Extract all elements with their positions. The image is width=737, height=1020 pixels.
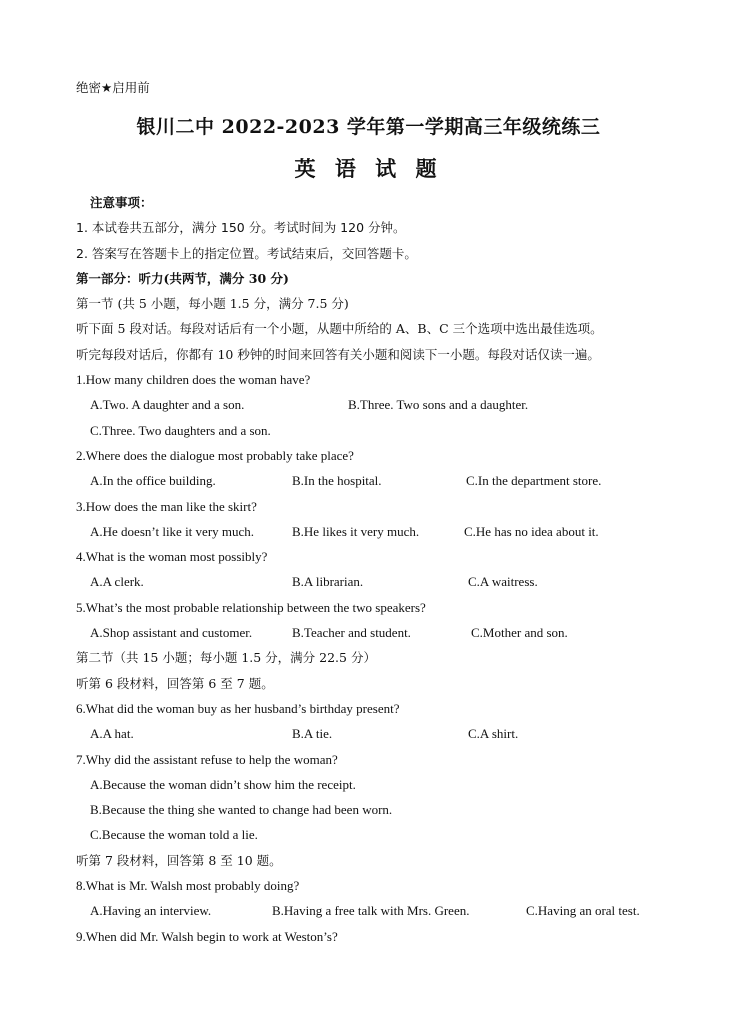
option-a: A.Because the woman didn’t show him the receipt. [90, 776, 356, 792]
option-b: B.Three. Two sons and a daughter. [348, 397, 529, 413]
option-a: A.Two. A daughter and a son. [90, 397, 245, 413]
question-stem: 9.When did Mr. Walsh begin to work at Weston’s? [76, 928, 338, 944]
part1-heading: 第一部分：听力(共两节，满分 30 分) [76, 270, 289, 286]
option-c: C.Having an oral test. [526, 903, 640, 919]
question-stem: 5.What’s the most probable relationship between the two speakers? [76, 599, 426, 615]
option-row [76, 519, 676, 544]
option-b: B.A tie. [292, 726, 333, 742]
option-a: A.Having an interview. [90, 903, 212, 919]
option-c: C.Because the woman told a lie. [90, 827, 258, 843]
notes-heading: 注意事项： [90, 195, 153, 210]
section2-heading: 第二节（共 15 小题；每小题 1.5 分，满分 22.5 分） [76, 650, 376, 666]
option-c: C.A waitress. [468, 574, 538, 590]
question-stem: 6.What did the woman buy as her husband’s birthday present? [76, 700, 400, 716]
material-note: 听第 6 段材料，回答第 6 至 7 题。 [76, 675, 274, 691]
instruction-line: 听下面 5 段对话。每段对话后有一个小题，从题中所给的 A、B、C 三个选项中选出最佳选项。 [76, 321, 603, 337]
instruction-line: 听完每段对话后，你都有 10 秒钟的时间来回答有关小题和阅读下一小题。每段对话仅读一遍。 [76, 346, 600, 362]
question-stem: 1.How many children does the woman have? [76, 372, 311, 388]
option-c: C.Mother and son. [471, 625, 568, 641]
option-a: A.In the office building. [90, 473, 216, 489]
option-row [76, 898, 676, 923]
option-row [76, 468, 676, 493]
option-a: A.A clerk. [90, 574, 144, 590]
exam-title: 银川二中 2022-2023 学年第一学期高三年级统练三 [136, 116, 601, 138]
question-stem: 8.What is Mr. Walsh most probably doing? [76, 878, 300, 894]
exam-subtitle: 英 语 试 题 [294, 156, 443, 181]
option-row [76, 721, 676, 746]
section1-heading: 第一节 (共 5 小题，每小题 1.5 分，满分 7.5 分) [76, 296, 349, 312]
option-b: B.Teacher and student. [292, 625, 411, 641]
option-b: B.A librarian. [292, 574, 364, 590]
option-c: C.A shirt. [468, 726, 519, 742]
question-stem: 3.How does the man like the skirt? [76, 498, 257, 514]
question-stem: 7.Why did the assistant refuse to help the woman? [76, 751, 338, 767]
material-note: 听第 7 段材料，回答第 8 至 10 题。 [76, 852, 282, 868]
option-c: C.In the department store. [466, 473, 602, 489]
option-row [76, 392, 676, 417]
option-b: B.He likes it very much. [292, 523, 420, 539]
option-a: A.A hat. [90, 726, 134, 742]
question-stem: 2.Where does the dialogue most probably take place? [76, 447, 354, 463]
option-a: A.He doesn’t like it very much. [90, 523, 255, 539]
option-row [76, 620, 676, 645]
option-row [76, 418, 676, 443]
exam-body [76, 190, 676, 949]
option-c: C.He has no idea about it. [464, 523, 599, 539]
option-a: A.Shop assistant and customer. [90, 625, 253, 641]
option-b: B.Because the thing she wanted to change had been worn. [90, 802, 393, 818]
note-item: 2. 答案写在答题卡上的指定位置。考试结束后，交回答题卡。 [76, 245, 417, 261]
option-b: B.Having a free talk with Mrs. Green. [272, 903, 470, 919]
note-item: 1. 本试卷共五部分，满分 150 分。考试时间为 120 分钟。 [76, 220, 406, 236]
option-c: C.Three. Two daughters and a son. [90, 422, 271, 438]
option-row [76, 569, 676, 594]
question-stem: 4.What is the woman most possibly? [76, 549, 268, 565]
secret-label: 绝密★启用前 [76, 80, 150, 95]
option-b: B.In the hospital. [292, 473, 382, 489]
